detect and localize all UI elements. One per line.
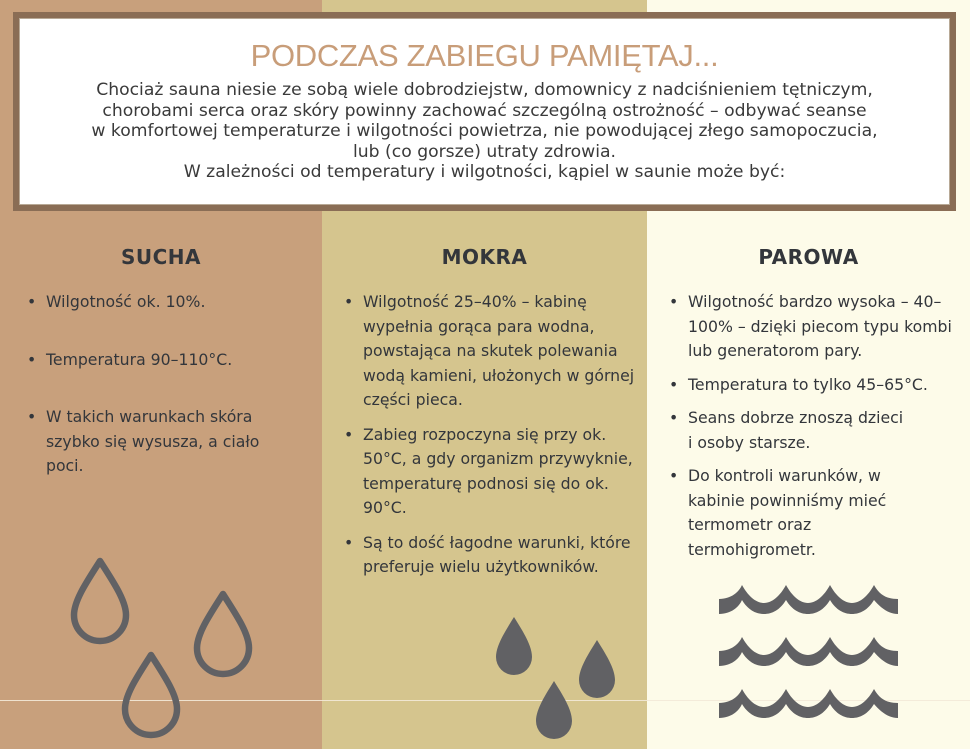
column-heading-mokra: MOKRA (441, 245, 528, 269)
waves-icon (719, 580, 901, 720)
intro-box (13, 12, 956, 211)
list-item: • Wilgotność 25–40% – kabinę wypełnia gorąca para wodna, powstająca na skutek polewania wodą kamieni, ułożonych w górnej części pieca. (342, 290, 642, 413)
intro-line: w komfortowej temperaturze i wilgotności powietrza, nie powodującej złego samopoczucia, (91, 121, 878, 141)
list-item: • Wilgotność ok. 10%. (25, 290, 295, 315)
filled-droplets-icon (495, 610, 635, 740)
list-mokra (342, 290, 642, 580)
column-heading-parowa: PAROWA (758, 245, 859, 269)
list-item: • W takich warunkach skóra szybko się wysusza, a ciało poci. (25, 405, 295, 479)
list-item: • Zabieg rozpoczyna się przy ok. 50°C, a gdy organizm przywyknie, temperaturę podnosi się do ok. 90°C. (342, 423, 642, 521)
intro-text (19, 80, 950, 183)
list-item: • Temperatura to tylko 45–65°C. (667, 373, 967, 398)
intro-line: lub (co gorsze) utraty zdrowia. (353, 141, 616, 162)
list-item: • Seans dobrze znoszą dzieci i osoby starsze. (667, 406, 967, 455)
page-title: PODCZAS ZABIEGU PAMIĘTAJ... (250, 38, 719, 73)
list-parowa (667, 290, 967, 562)
list-item: • Temperatura 90–110°C. (25, 348, 295, 373)
intro-line: chorobami serca oraz skóry powinny zachować szczególną ostrożność – odbywać seanse (102, 100, 867, 121)
intro-line: W zależności od temperatury i wilgotności, kąpiel w saunie może być: (183, 162, 786, 182)
list-item: • Do kontroli warunków, w kabinie powinniśmy mieć termometr oraz termohigrometr. (667, 464, 967, 562)
outline-droplets-icon (60, 540, 270, 740)
intro-line: Chociaż sauna niesie ze sobą wiele dobrodziejstw, domownicy z nadciśnieniem tętniczym, (96, 80, 873, 100)
list-item: • Wilgotność bardzo wysoka – 40–100% – dzięki piecom typu kombi lub generatorom pary. (667, 290, 967, 364)
list-item: • Są to dość łagodne warunki, które preferuje wielu użytkowników. (342, 531, 642, 580)
list-sucha (25, 290, 295, 479)
column-heading-sucha: SUCHA (120, 245, 202, 269)
